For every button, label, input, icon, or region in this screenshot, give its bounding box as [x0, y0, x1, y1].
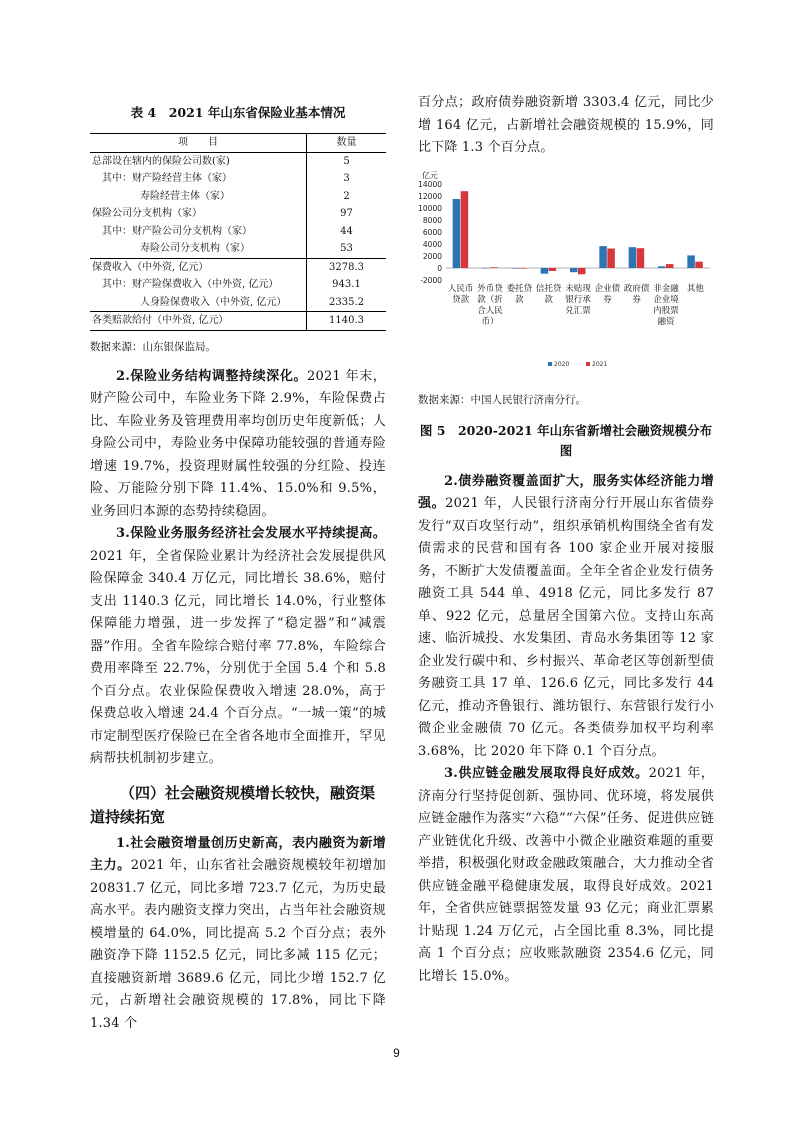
paragraph-body: 2021 年，济南分行坚持促创新、强协同、优环境，将发展供应链金融作为落实“六稳”“六保”任务、促进供应链产业链优化升级、改善中小微企业融资难题的重要举措，积极强化财政金融政策融合，大力推动全省供应链金融平稳健康发展，取得良好成效。2021 年，全省供应链票据签发量 93 亿元；商业汇票累计贴现 1.24 万亿元，占全国比重 8.3%，同比提高 1 个百分点；应收账款融资 2354.6 亿元，同比增长 15.0%。 — [418, 766, 714, 984]
legend-label: 2021 — [592, 360, 608, 368]
insurance-table — [90, 133, 386, 331]
table-row — [90, 294, 386, 312]
table-cell-label: 其中：财产险公司分支机构（家） — [102, 225, 252, 237]
category-label: 融资 — [657, 316, 675, 327]
bar-2020-3 — [541, 268, 548, 274]
category-label: 款 — [515, 294, 524, 305]
category-label: 券 — [603, 294, 612, 305]
table-cell-value: 3278.3 — [307, 258, 387, 276]
table-cell-value: 2 — [307, 188, 387, 206]
table-header-item: 项 目 — [90, 134, 307, 153]
y-tick-label: -2000 — [420, 275, 442, 285]
y-tick-label: 0 — [437, 263, 442, 273]
page-number: 9 — [393, 1046, 400, 1060]
category-label: 人民币 — [447, 283, 474, 294]
paragraph-continued: 百分点；政府债券融资新增 3303.4 亿元，同比少增 164 亿元，占新增社会融资规模的 15.9%，同比下降 1.3 个百分点。 — [418, 95, 714, 155]
table-cell-label: 其中：财产险经营主体（家） — [102, 173, 232, 184]
table-row — [90, 276, 386, 294]
bar-2021-1 — [490, 267, 498, 268]
table-cell-label: 总部设在辖内的保险公司数(家) — [92, 155, 230, 167]
table-cell-value: 53 — [307, 240, 387, 258]
y-tick-label: 10000 — [418, 203, 442, 213]
table-cell-value: 44 — [307, 223, 387, 241]
left-column — [90, 95, 386, 1035]
paragraph-heading: 3.供应链金融发展取得良好成效。 — [444, 766, 649, 781]
y-axis-label: 亿元 — [422, 170, 438, 180]
category-label: 非金融 — [653, 283, 679, 294]
table-cell-value: 5 — [307, 152, 387, 170]
bar-2021-3 — [549, 268, 557, 271]
table-header-qty: 数量 — [307, 134, 387, 153]
category-label: 币） — [481, 316, 499, 327]
table-cell-label: 保险公司分支机构（家） — [92, 208, 202, 219]
paragraph-supply-chain — [418, 763, 714, 988]
bar-2021-6 — [637, 248, 645, 268]
paragraph-insurance-service — [90, 523, 386, 771]
table-row — [90, 170, 386, 188]
y-tick-label: 4000 — [422, 239, 442, 249]
category-label: 外币贷 — [477, 283, 503, 294]
table-row — [90, 258, 386, 276]
bar-2020-6 — [629, 247, 637, 268]
table-row — [90, 240, 386, 258]
paragraph-bond-financing — [418, 471, 714, 764]
chart-container — [418, 170, 714, 384]
table-body — [90, 152, 386, 330]
category-label: 内股票 — [653, 305, 679, 316]
category-label: 信托贷 — [535, 283, 562, 294]
table-cell-value: 97 — [307, 205, 387, 223]
bar-2020-0 — [453, 199, 461, 268]
paragraph-heading: 2.保险业务结构调整持续深化。 — [116, 368, 308, 384]
paragraph-heading: 1.社会融资增量创历史新高，表内融资为新增主力。 — [90, 835, 386, 873]
category-label: 券 — [632, 294, 641, 305]
legend-swatch-2021 — [586, 362, 590, 366]
paragraph-heading: 3.保险业务服务经济社会发展水平持续提高。 — [116, 526, 386, 541]
bar-2021-2 — [519, 268, 527, 269]
category-label: 合人民 — [477, 305, 503, 316]
table-cell-label: 各类赔款给付（中外资, 亿元） — [90, 312, 307, 331]
bar-2021-4 — [578, 268, 586, 274]
legend-label: 2020 — [554, 360, 570, 368]
table-header-row — [90, 134, 386, 153]
paragraph-body: 2021 年，山东省社会融资规模较年初增加 20831.7 亿元，同比多增 723.7 亿元，为历史最高水平。表内融资支撑力突出，占当年社会融资规模增量的 64.0%，同比提高 5.2 个百分点；表外融资净下降 1152.5 亿元，同比多减 115 亿元；直接融资新增 3689.6 亿元，同比少增 152.7 亿元，占新增社会融资规模的 17.8%，同比下降 1.34 个 — [90, 858, 386, 1031]
category-label: 款（折 — [477, 294, 503, 305]
table-source: 数据来源：山东银保监局。 — [90, 340, 216, 353]
table-cell-value: 3 — [307, 170, 387, 188]
paragraph-body: 2021 年，全省保险业累计为经济社会发展提供风险保障金 340.4 万亿元，同比增长 38.6%，赔付支出 1140.3 亿元，同比增长 14.0%，行业整体保障能力增强，进一步发挥了“稳定器”和“减震器”作用。全省车险综合赔付率 77.8%，车险综合费用率降至 22.7%，分别优于全国 5.4 个和 5.8 个百分点。农业保险保费收入增速 28.0%，高于保费总收入增速 24.4 个百分点。“一城一策”的城市定制型医疗保险已在全省各地市全面推开，罕见病帮扶机制初步建立。 — [90, 548, 386, 766]
category-label: 企业境 — [653, 294, 679, 305]
table-cell-value: 2335.2 — [307, 294, 387, 312]
chart-source: 数据来源：中国人民银行济南分行。 — [418, 393, 586, 406]
category-label: 贷款 — [452, 294, 470, 305]
bar-2020-8 — [687, 255, 695, 268]
bar-2020-1 — [482, 268, 490, 269]
table-cell-label: 人身险保费收入（中外资, 亿元） — [140, 296, 287, 308]
bar-2020-2 — [511, 268, 518, 269]
table-cell-label: 寿险公司分支机构（家） — [140, 243, 250, 254]
table-cell-value: 943.1 — [307, 276, 387, 294]
table-cell-label: 其中：财产险保费收入（中外资, 亿元） — [102, 279, 279, 290]
bar-2020-5 — [599, 246, 607, 268]
legend-swatch-2020 — [548, 362, 552, 366]
paragraph-heading: 2.债券融资覆盖面扩大，服务实体经济能力增强。 — [418, 473, 714, 511]
bar-2021-5 — [607, 248, 615, 268]
bar-2020-7 — [658, 266, 666, 268]
category-label: 未贴现 — [565, 283, 591, 294]
financing-bar-chart — [418, 170, 714, 380]
table-cell-value: 1140.3 — [307, 312, 387, 331]
paragraph-body: 2021 年，人民银行济南分行开展山东省债券发行“双百攻坚行动”，组织承销机构围绕全省有发债需求的民营和国有各 100 家企业开展对接服务，不断扩大发债覆盖面。全年全省企业发行债务融资工具 544 单、4918 亿元，同比多发行 87 单、922 亿元，总量居全国第六位。支持山东高速、临沂城投、水发集团、青岛水务集团等 12 家企业发行碳中和、乡村振兴、革命老区等创新型债务融资工具 17 单、126.6 亿元，同比多发行 44 亿元，推动齐鲁银行、潍坊银行、东营银行发行小微企业金融债 70 亿元。各类债券加权平均利率 3.68%，比 2020 年下降 0.1 个百分点。 — [418, 496, 714, 759]
paragraph-insurance-structure — [90, 366, 386, 524]
paragraph-social-financing — [90, 833, 386, 1036]
category-label: 委托贷 — [506, 283, 533, 294]
right-column — [418, 92, 714, 988]
category-label: 兑汇票 — [565, 305, 591, 316]
category-label: 其他 — [686, 283, 704, 294]
table-row — [90, 152, 386, 170]
category-label: 政府债 — [623, 283, 650, 294]
bar-2020-4 — [570, 268, 578, 272]
figure-title: 图 5 2020-2021 年山东省新增社会融资规模分布图 — [419, 422, 713, 458]
y-tick-label: 14000 — [418, 179, 442, 189]
category-label: 款 — [544, 294, 553, 305]
y-tick-label: 8000 — [422, 215, 442, 225]
y-tick-label: 12000 — [418, 191, 442, 201]
category-label: 银行承 — [565, 294, 591, 305]
table-row — [90, 312, 386, 331]
y-tick-label: 6000 — [422, 227, 442, 237]
bar-2021-8 — [695, 261, 703, 267]
table-row — [90, 188, 386, 206]
table-cell-label: 保费收入（中外资, 亿元） — [90, 258, 307, 276]
table-row — [90, 205, 386, 223]
table-row — [90, 223, 386, 241]
category-label: 企业债 — [594, 283, 621, 294]
bar-2021-0 — [461, 191, 469, 268]
section-title: （四）社会融资规模增长较快，融资渠道持续拓宽 — [90, 783, 376, 826]
table-title: 表 4 2021 年山东省保险业基本情况 — [130, 105, 346, 120]
bar-2021-7 — [666, 264, 674, 268]
paragraph-body: 2021 年末，财产险公司中，车险业务下降 2.9%，车险保费占比、车险业务及管理费用率均创历史年度新低；人身险公司中，寿险业务中保障功能较强的普通寿险增速 19.7%，投资理财属性较强的分红险、投连险、万能险分别下降 11.4%、15.0%和 9.5%，业务回归本源的态势持续稳固。 — [90, 368, 386, 519]
table-cell-label: 寿险经营主体（家） — [140, 190, 230, 202]
y-tick-label: 2000 — [422, 251, 442, 261]
